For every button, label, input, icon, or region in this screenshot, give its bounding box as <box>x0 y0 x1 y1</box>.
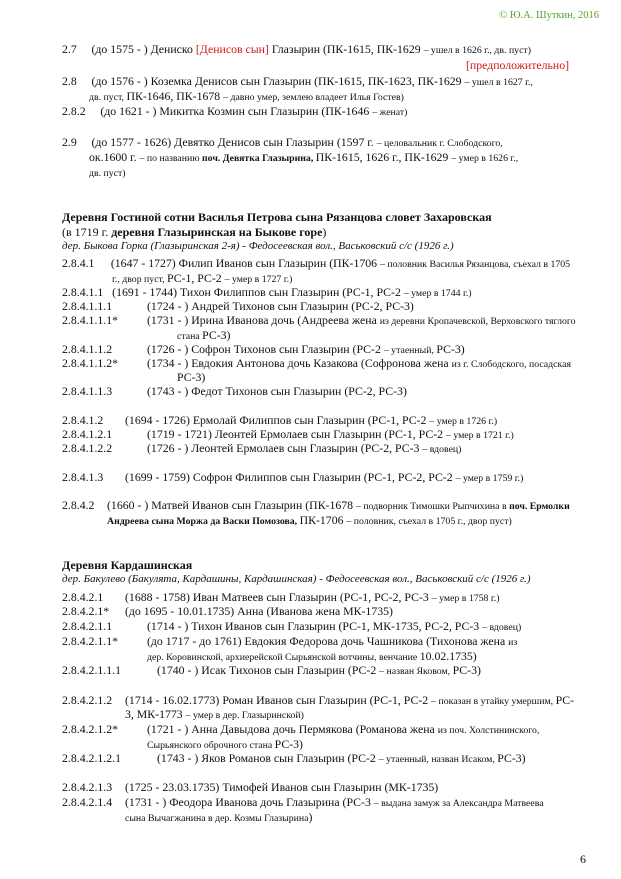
entry-row <box>62 498 570 514</box>
entry-text: (1743 - ) Яков Романов сын Глазырин (РС-2 <box>157 751 379 765</box>
entry-text: РС-3) <box>202 328 231 342</box>
entry-note: – половник, съехал в 1705 г., двор пуст) <box>346 516 512 527</box>
subtitle-text: ) <box>322 225 327 239</box>
entry-row <box>62 722 539 738</box>
entry-text: (1734 - ) Евдокия Антонова дочь Казакова (Софронова жена <box>147 356 452 370</box>
entry-bold: поч. Девятка Глазырина, <box>202 153 316 164</box>
entry-text: 3, МК-1773 <box>125 707 186 721</box>
entry-number: 2.8.4.1.1.1* <box>62 313 119 327</box>
entry-2-8-2 <box>62 104 407 120</box>
entry-note: – подворник Тимошки Рыпчихина в <box>356 501 510 512</box>
entry-number: 2.8.4.2.1.2.1 <box>62 751 121 765</box>
entry-note: дер. Коровинской, архиерейской Сырьянской вотчины, венчание <box>147 652 420 663</box>
entry-text: РС-3) <box>436 342 465 356</box>
entry-row-cont <box>107 513 512 529</box>
entry-note: – половник Василья Рязанцова, съехал в 1705 <box>380 259 571 270</box>
entry-bold: Андреева сына Моржа да Васки Помозова, <box>107 516 300 527</box>
entry-text: ) <box>308 810 313 824</box>
entry-text: (1724 - ) Андрей Тихонов сын Глазырин (РС-2, РС-3) <box>147 299 414 313</box>
entry-text: ПК-1646, ПК-1678 <box>126 89 224 103</box>
entry-note: Сырьянского оброчного стана <box>147 740 275 751</box>
entry-note: из <box>508 637 518 648</box>
entry-note: – умер в дер. Глазыринской) <box>185 710 304 721</box>
subtitle-bold: деревня Глазыринская на Быкове горе <box>111 225 323 239</box>
entry-text: ок.1600 г. <box>89 150 140 164</box>
entry-row <box>62 604 393 618</box>
page-number: 6 <box>580 852 586 866</box>
entry-text: РС-3) <box>177 370 206 384</box>
entry-row <box>62 313 576 329</box>
section-subtitle <box>62 225 326 240</box>
entry-text: (до 1695 - 10.01.1735) Анна (Иванова жена МК-1735) <box>125 604 393 618</box>
entry-row <box>62 441 461 457</box>
entry-text: (1721 - ) Анна Давыдова дочь Пермякова (Романова жена <box>147 722 438 736</box>
entry-number: 2.8.4.2.1.2* <box>62 722 119 736</box>
entry-note: – назван Яковом, <box>379 666 453 677</box>
entry-note: – умер в 1721 г.) <box>445 430 514 441</box>
entry-text: (до 1621 - ) Микитка Козмин сын Глазырин (ПК-1646 <box>100 104 373 118</box>
entry-text: (до 1717 - до 1761) Евдокия Федорова дочь Чашникова (Тихонова жена <box>147 634 509 648</box>
entry-text: (1714 - 16.02.1773) Роман Иванов сын Глазырин (РС-1, РС-2 <box>125 693 432 707</box>
entry-text: (1719 - 1721) Леонтей Ермолаев сын Глазырин (РС-1, РС-2 <box>147 427 446 441</box>
entry-row-cont <box>125 810 312 826</box>
entry-number: 2.7 <box>62 42 77 56</box>
entry-note: г., двор пуст, <box>112 274 167 285</box>
entry-text: РС- <box>555 693 575 707</box>
entry-note: дв. пуст, <box>89 92 127 103</box>
entry-note: – женат) <box>372 107 408 118</box>
entry-number: 2.8.4.1.1 <box>62 285 104 299</box>
entry-note: – умер в 1744 г.) <box>403 288 472 299</box>
entry-2-9 <box>62 135 503 151</box>
entry-row <box>62 619 521 635</box>
entry-note: сына Вычагжанина в дер. Козмы Глазырина <box>125 813 309 824</box>
entry-note: – давно умер, землею владеет Илья Гостев) <box>223 92 404 103</box>
entry-number: 2.8.4.1 <box>62 256 95 270</box>
section-location: дер. Быкова Горка (Глазыринская 2-я) - Федосеевская вол., Васьковский с/с (1926 г.) <box>62 240 454 252</box>
entry-note: – умер в 1726 г.) <box>429 416 498 427</box>
entry-text: (1694 - 1726) Ермолай Филиппов сын Глазырин (РС-1, РС-2 <box>125 413 430 427</box>
entry-text: ПК-1706 <box>299 513 347 527</box>
entry-row <box>62 384 407 398</box>
entry-note: – умер в 1727 г.) <box>224 274 293 285</box>
entry-text: (1647 - 1727) Филип Иванов сын Глазырин (ПК-1706 <box>110 256 381 270</box>
entry-number: 2.8.2 <box>62 104 86 118</box>
copyright-notice: © Ю.А. Шуткин, 2016 <box>499 10 599 21</box>
entry-number: 2.8.4.1.3 <box>62 470 104 484</box>
entry-row <box>62 299 414 313</box>
entry-number: 2.8.4.1.1.1 <box>62 299 113 313</box>
entry-number: 2.8.4.2.1.3 <box>62 780 113 794</box>
entry-text: (1725 - 23.03.1735) Тимофей Иванов сын Глазырин (МК-1735) <box>125 780 439 794</box>
entry-text: РС-3) <box>274 737 303 751</box>
entry-text: (до 1577 - 1626) Девятко Денисов сын Глазырин (1597 г. <box>91 135 377 149</box>
subtitle-text: (в 1719 г. <box>62 225 112 239</box>
entry-text: (1731 - ) Ирина Иванова дочь (Андреева жена <box>147 313 380 327</box>
entry-note: – ушел в 1626 г., дв. пуст) <box>423 45 531 56</box>
entry-note: – умер в 1759 г.) <box>455 473 524 484</box>
entry-text: (1688 - 1758) Иван Матвеев сын Глазырин (РС-1, РС-2, РС-3 <box>125 590 432 604</box>
entry-text-cont: Глазырин (ПК-1615, ПК-1629 <box>268 42 424 56</box>
entry-row <box>62 356 571 372</box>
entry-text: (1714 - ) Тихон Иванов сын Глазырин (РС-1, МК-1735, РС-2, РС-3 <box>147 619 483 633</box>
entry-note: – утаенный, <box>383 345 437 356</box>
entry-text: (1726 - ) Леонтей Ермолаев сын Глазырин (РС-2, РС-3 <box>147 441 423 455</box>
entry-row <box>62 663 481 679</box>
entry-text: (1740 - ) Исак Тихонов сын Глазырин (РС-2 <box>157 663 380 677</box>
entry-row <box>62 751 526 767</box>
entry-bold: поч. Ермолки <box>509 501 570 512</box>
entry-number: 2.8.4.2.1.1* <box>62 634 119 648</box>
conjecture-mark: [Денисов сын] <box>195 42 269 56</box>
entry-note: – ушел в 1627 г., <box>464 77 533 88</box>
entry-note: из деревни Кропачевской, Верховского тяглого <box>379 316 576 327</box>
entry-number: 2.8.4.1.2 <box>62 413 104 427</box>
entry-note: стана <box>177 331 203 342</box>
entry-number: 2.8.4.2.1.2 <box>62 693 113 707</box>
entry-number: 2.9 <box>62 135 77 149</box>
entry-note: дв. пуст) <box>89 168 126 179</box>
entry-note: – показан в утайку умершим, <box>431 696 556 707</box>
entry-note: – утаенный, назван Исаком, <box>378 754 498 765</box>
entry-text: 10.02.1735) <box>419 649 477 663</box>
entry-text: (1691 - 1744) Тихон Филиппов сын Глазырин (РС-1, РС-2 <box>112 285 404 299</box>
entry-number: 2.8.4.2.1.1.1 <box>62 663 121 677</box>
entry-row <box>62 470 523 486</box>
entry-2-7 <box>62 42 531 58</box>
entry-note: – целовальник г. Слободского, <box>376 138 503 149</box>
section-title: Деревня Гостиной сотни Василья Петрова сына Рязанцова словет Захаровская <box>62 210 492 224</box>
entry-number: 2.8.4.1.1.2 <box>62 342 113 356</box>
entry-text: (1726 - ) Софрон Тихонов сын Глазырин (РС-2 <box>147 342 384 356</box>
entry-note: – по названию <box>139 153 203 164</box>
entry-2-8 <box>62 74 533 90</box>
assumption-flag: [предположительно] <box>466 58 570 72</box>
entry-note: из г. Слободского, посадская <box>451 359 571 370</box>
entry-number: 2.8.4.2.1.1 <box>62 619 113 633</box>
entry-row-cont <box>125 707 304 723</box>
entry-text: ПК-1615, 1626 г., ПК-1629 <box>315 150 452 164</box>
entry-number: 2.8 <box>62 74 77 88</box>
entry-2-8-cont <box>89 89 404 105</box>
entry-note: – выдана замуж за Александра Матвеева <box>373 798 544 809</box>
entry-text: (1731 - ) Феодора Иванова дочь Глазырина (РС-3 <box>125 795 374 809</box>
entry-row <box>62 780 438 794</box>
entry-text: РС-3) <box>497 751 526 765</box>
entry-row <box>62 634 517 650</box>
entry-text: РС-3) <box>452 663 481 677</box>
entry-number: 2.8.4.2 <box>62 498 95 512</box>
entry-text: (1660 - ) Матвей Иванов сын Глазырин (ПК-1678 <box>107 498 357 512</box>
entry-number: 2.8.4.2.1.4 <box>62 795 113 809</box>
entry-number: 2.8.4.1.1.2* <box>62 356 119 370</box>
entry-number: 2.8.4.1.1.3 <box>62 384 113 398</box>
entry-row <box>62 795 544 811</box>
entry-note: из поч. Холстининского, <box>437 725 540 736</box>
entry-note: – вдовец) <box>422 444 462 455</box>
entry-text: РС-1, РС-2 <box>166 271 225 285</box>
entry-number: 2.8.4.2.1 <box>62 590 104 604</box>
entry-text: (1743 - ) Федот Тихонов сын Глазырин (РС-2, РС-3) <box>147 384 407 398</box>
entry-text: (до 1576 - ) Коземка Денисов сын Глазырин (ПК-1615, ПК-1623, ПК-1629 <box>91 74 465 88</box>
entry-row-cont <box>177 370 205 384</box>
entry-number: 2.8.4.2.1* <box>62 604 110 618</box>
entry-number: 2.8.4.1.2.2 <box>62 441 113 455</box>
entry-text: (до 1575 - ) Дениско <box>91 42 196 56</box>
entry-2-9-cont2 <box>89 165 126 181</box>
entry-text: (1699 - 1759) Софрон Филиппов сын Глазырин (РС-1, РС-2, РС-2 <box>125 470 456 484</box>
entry-row <box>62 256 570 272</box>
entry-2-9-cont <box>89 150 518 166</box>
section-location: дер. Бакулево (Бакулята, Кардашины, Кардашинская) - Федосеевская вол., Васьковский с/с (1926 г.) <box>62 573 531 585</box>
entry-note: – умер в 1758 г.) <box>431 593 500 604</box>
entry-note: – умер в 1626 г., <box>451 153 519 164</box>
entry-number: 2.8.4.1.2.1 <box>62 427 113 441</box>
entry-note: – вдовец) <box>482 622 522 633</box>
section-title: Деревня Кардашинская <box>62 558 193 572</box>
